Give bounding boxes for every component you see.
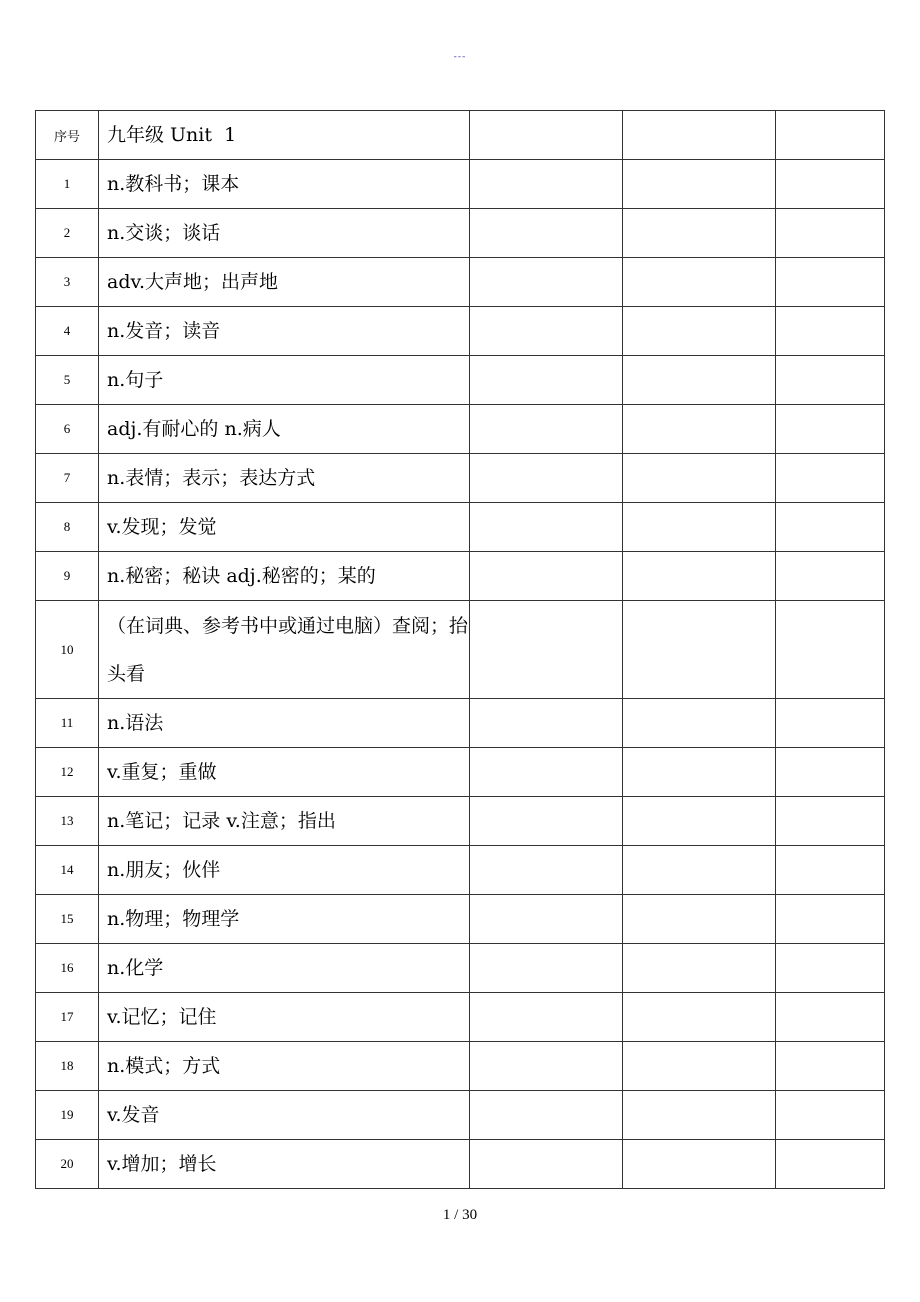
blank-cell: [623, 601, 776, 699]
row-number: 18: [36, 1042, 99, 1091]
row-number: 20: [36, 1140, 99, 1189]
row-number: 16: [36, 944, 99, 993]
row-number: 17: [36, 993, 99, 1042]
blank-cell: [470, 356, 623, 405]
table-row: [36, 993, 885, 1042]
blank-cell: [623, 993, 776, 1042]
table-row: [36, 1140, 885, 1189]
blank-cell: [776, 209, 885, 258]
blank-cell: [776, 307, 885, 356]
row-definition: （在词典、参考书中或通过电脑）查阅；抬头看: [99, 601, 470, 699]
table-row: [36, 797, 885, 846]
table-row: [36, 356, 885, 405]
blank-cell: [776, 699, 885, 748]
blank-cell: [776, 748, 885, 797]
table-row: [36, 699, 885, 748]
blank-cell: [623, 160, 776, 209]
blank-cell: [623, 209, 776, 258]
blank-cell: [623, 111, 776, 160]
page-number: 1 / 30: [442, 1207, 478, 1223]
row-number: 1: [36, 160, 99, 209]
blank-cell: [776, 356, 885, 405]
row-definition: n.交谈；谈话: [99, 209, 470, 258]
blank-cell: [623, 895, 776, 944]
blank-cell: [470, 503, 623, 552]
row-definition: n.物理；物理学: [99, 895, 470, 944]
table-row: [36, 601, 885, 699]
blank-cell: [776, 405, 885, 454]
blank-cell: [623, 846, 776, 895]
blank-cell: [776, 503, 885, 552]
blank-cell: [776, 1091, 885, 1140]
row-number: 15: [36, 895, 99, 944]
blank-cell: [776, 797, 885, 846]
row-number: 5: [36, 356, 99, 405]
blank-cell: [776, 258, 885, 307]
blank-cell: [776, 111, 885, 160]
table-row: [36, 258, 885, 307]
blank-cell: [623, 1140, 776, 1189]
blank-cell: [470, 209, 623, 258]
table-row: [36, 405, 885, 454]
blank-cell: [470, 944, 623, 993]
blank-cell: [623, 699, 776, 748]
row-number: 4: [36, 307, 99, 356]
row-definition: v.发音: [99, 1091, 470, 1140]
blank-cell: [776, 944, 885, 993]
row-number: 8: [36, 503, 99, 552]
blank-cell: [623, 1091, 776, 1140]
table-row: [36, 846, 885, 895]
blank-cell: [623, 797, 776, 846]
row-number: 14: [36, 846, 99, 895]
table-row: [36, 503, 885, 552]
blank-cell: [776, 993, 885, 1042]
row-definition: n.化学: [99, 944, 470, 993]
row-number: 9: [36, 552, 99, 601]
row-number: 12: [36, 748, 99, 797]
row-number: 6: [36, 405, 99, 454]
blank-cell: [623, 1042, 776, 1091]
blank-cell: [623, 405, 776, 454]
blank-cell: [623, 307, 776, 356]
blank-cell: [776, 846, 885, 895]
blank-cell: [470, 111, 623, 160]
blank-cell: [470, 1042, 623, 1091]
row-definition: n.句子: [99, 356, 470, 405]
row-definition: n.秘密；秘诀 adj.秘密的；某的: [99, 552, 470, 601]
blank-cell: [776, 160, 885, 209]
row-definition: v.增加；增长: [99, 1140, 470, 1189]
row-definition: v.发现；发觉: [99, 503, 470, 552]
row-definition: n.笔记；记录 v.注意；指出: [99, 797, 470, 846]
blank-cell: [470, 699, 623, 748]
header-mark: ---: [453, 52, 467, 62]
table-header-row: [36, 111, 885, 160]
blank-cell: [623, 454, 776, 503]
row-number: 11: [36, 699, 99, 748]
blank-cell: [623, 552, 776, 601]
blank-cell: [470, 748, 623, 797]
row-number: 13: [36, 797, 99, 846]
blank-cell: [470, 405, 623, 454]
table-row: [36, 209, 885, 258]
blank-cell: [470, 993, 623, 1042]
row-definition: adv.大声地；出声地: [99, 258, 470, 307]
row-definition: n.朋友；伙伴: [99, 846, 470, 895]
blank-cell: [470, 307, 623, 356]
table-row: [36, 895, 885, 944]
blank-cell: [776, 895, 885, 944]
row-definition: n.教科书；课本: [99, 160, 470, 209]
blank-cell: [470, 1091, 623, 1140]
blank-cell: [776, 1042, 885, 1091]
blank-cell: [776, 1140, 885, 1189]
row-definition: n.发音；读音: [99, 307, 470, 356]
blank-cell: [470, 1140, 623, 1189]
blank-cell: [470, 895, 623, 944]
blank-cell: [623, 503, 776, 552]
blank-cell: [470, 160, 623, 209]
row-number: 7: [36, 454, 99, 503]
row-number: 10: [36, 601, 99, 699]
row-definition: n.模式；方式: [99, 1042, 470, 1091]
blank-cell: [776, 454, 885, 503]
table-row: [36, 160, 885, 209]
blank-cell: [470, 552, 623, 601]
table-row: [36, 944, 885, 993]
row-definition: n.表情；表示；表达方式: [99, 454, 470, 503]
row-number: 2: [36, 209, 99, 258]
blank-cell: [623, 748, 776, 797]
blank-cell: [470, 601, 623, 699]
blank-cell: [623, 944, 776, 993]
table-row: [36, 307, 885, 356]
header-title-cell: 九年级 Unit 1: [99, 111, 470, 160]
blank-cell: [776, 552, 885, 601]
row-number: 3: [36, 258, 99, 307]
blank-cell: [623, 356, 776, 405]
blank-cell: [776, 601, 885, 699]
vocabulary-table: [35, 110, 885, 1189]
header-number-cell: 序号: [36, 111, 99, 160]
blank-cell: [470, 797, 623, 846]
row-definition: v.重复；重做: [99, 748, 470, 797]
table-row: [36, 454, 885, 503]
table-row: [36, 552, 885, 601]
blank-cell: [470, 846, 623, 895]
blank-cell: [470, 258, 623, 307]
table-row: [36, 1042, 885, 1091]
blank-cell: [470, 454, 623, 503]
table-row: [36, 1091, 885, 1140]
blank-cell: [623, 258, 776, 307]
row-definition: n.语法: [99, 699, 470, 748]
row-definition: v.记忆；记住: [99, 993, 470, 1042]
row-definition: adj.有耐心的 n.病人: [99, 405, 470, 454]
table-row: [36, 748, 885, 797]
row-number: 19: [36, 1091, 99, 1140]
